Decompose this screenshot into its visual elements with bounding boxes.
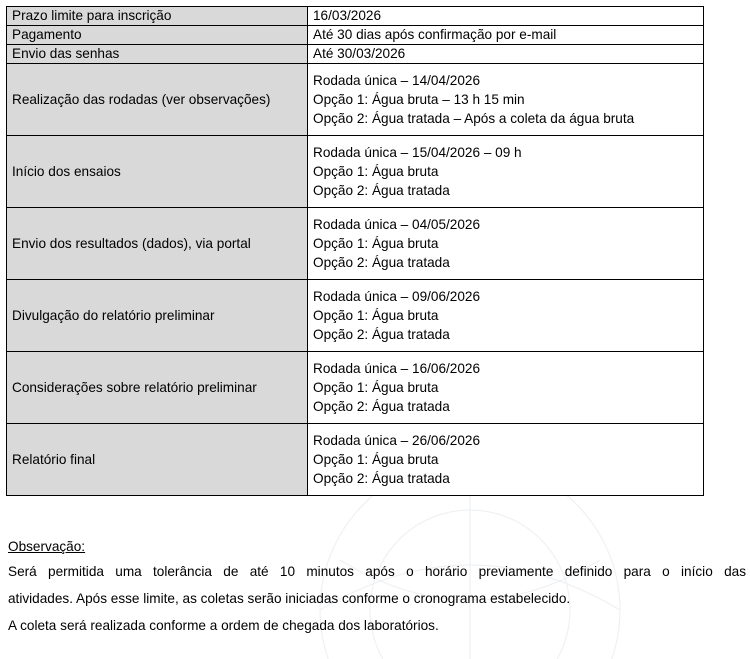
- row-label: Pagamento: [7, 26, 308, 45]
- schedule-table: [6, 6, 704, 496]
- row-value: 16/03/2026: [308, 7, 704, 26]
- observation-line: A coleta será realizada conforme a ordem de chegada dos laboratórios.: [8, 618, 439, 633]
- row-label: Início dos ensaios: [7, 136, 308, 208]
- schedule-row: [7, 64, 704, 136]
- observation-line: Será permitida uma tolerância de até 10 minutos após o horário previamente definido para o início das: [8, 564, 746, 579]
- schedule-row: [7, 352, 704, 424]
- row-label: Prazo limite para inscrição: [7, 7, 308, 26]
- schedule-row: [7, 7, 704, 26]
- row-value: Até 30 dias após confirmação por e-mail: [308, 26, 704, 45]
- row-label: Envio dos resultados (dados), via portal: [7, 208, 308, 280]
- observation-line: atividades. Após esse limite, as coletas serão iniciadas conforme o cronograma estabelecido.: [8, 591, 571, 606]
- row-value: Rodada única – 16/06/2026 Opção 1: Água bruta Opção 2: Água tratada: [308, 352, 704, 424]
- row-label: Divulgação do relatório preliminar: [7, 280, 308, 352]
- row-value: Rodada única – 26/06/2026 Opção 1: Água bruta Opção 2: Água tratada: [308, 424, 704, 496]
- schedule-row: [7, 424, 704, 496]
- row-label: Envio das senhas: [7, 45, 308, 64]
- row-label: Considerações sobre relatório preliminar: [7, 352, 308, 424]
- row-value: Rodada única – 09/06/2026 Opção 1: Água bruta Opção 2: Água tratada: [308, 280, 704, 352]
- observation-title: Observação:: [8, 539, 86, 554]
- schedule-row: [7, 208, 704, 280]
- row-label: Relatório final: [7, 424, 308, 496]
- schedule-row: [7, 45, 704, 64]
- row-value: Até 30/03/2026: [308, 45, 704, 64]
- schedule-row: [7, 136, 704, 208]
- row-value: Rodada única – 14/04/2026 Opção 1: Água bruta – 13 h 15 min Opção 2: Água tratada – Após a coleta da água bruta: [308, 64, 704, 136]
- schedule-row: [7, 280, 704, 352]
- observation-section: [8, 536, 746, 639]
- schedule-row: [7, 26, 704, 45]
- row-value: Rodada única – 04/05/2026 Opção 1: Água bruta Opção 2: Água tratada: [308, 208, 704, 280]
- row-label: Realização das rodadas (ver observações): [7, 64, 308, 136]
- row-value: Rodada única – 15/04/2026 – 09 h Opção 1: Água bruta Opção 2: Água tratada: [308, 136, 704, 208]
